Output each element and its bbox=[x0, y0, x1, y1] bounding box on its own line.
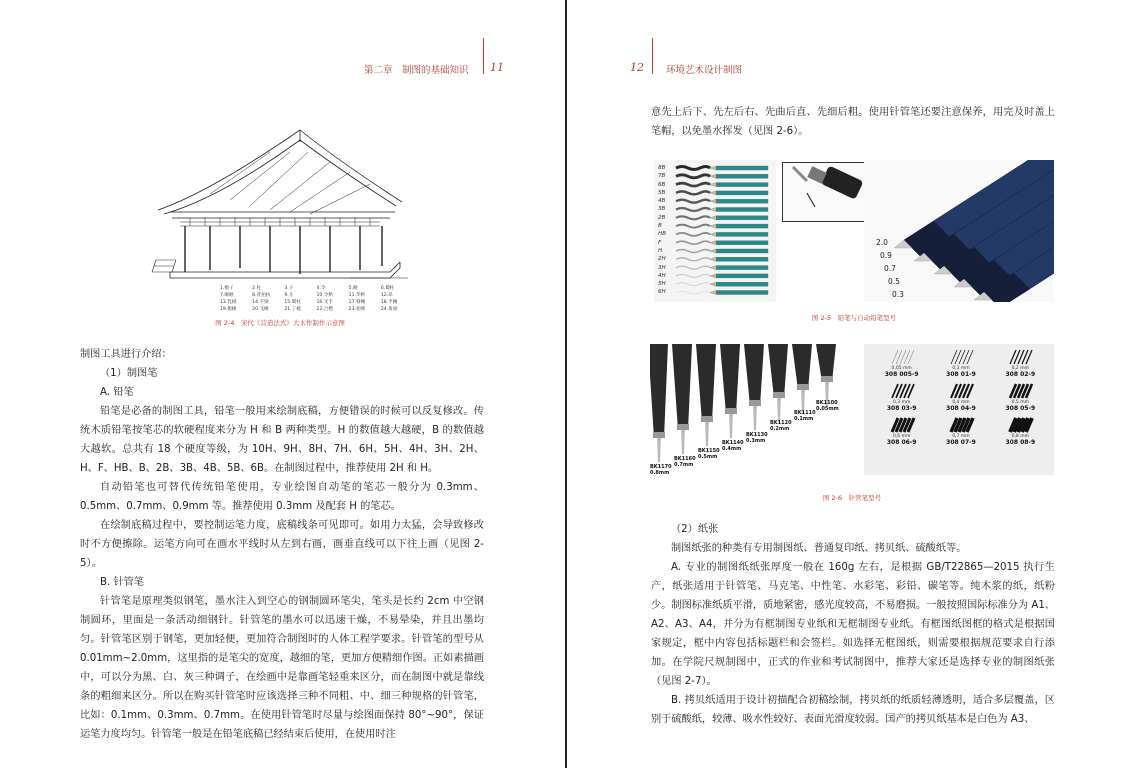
swatch-code: 308 01-9 bbox=[946, 371, 976, 378]
lead-size-label: 0.3 bbox=[892, 290, 904, 299]
legend-item: 5.额 bbox=[348, 286, 358, 291]
pen-size: 0.3mm bbox=[746, 438, 766, 444]
technical-pen-ring bbox=[701, 416, 713, 422]
pencil-grade-label: HB bbox=[658, 231, 667, 238]
line-swatch bbox=[931, 382, 990, 412]
pencil-tip bbox=[710, 199, 716, 203]
legend-item: 13.乳栿 bbox=[220, 300, 237, 305]
pen-size: 0.8mm bbox=[650, 470, 670, 476]
swatch-code: 308 08-9 bbox=[1005, 439, 1036, 446]
legend-item: 16.叉手 bbox=[316, 300, 333, 305]
left-body-text bbox=[80, 345, 484, 744]
pencil-grade-label: F bbox=[658, 239, 662, 246]
pen-code: BK1110 bbox=[794, 410, 816, 416]
left-header-rule bbox=[483, 38, 484, 74]
pencil-body bbox=[710, 191, 768, 195]
swatch-code: 308 05-9 bbox=[1005, 405, 1036, 412]
figure-2-4-legend bbox=[220, 286, 410, 313]
pencil-stroke-sample bbox=[676, 216, 710, 219]
lead-size-label: 0.7 bbox=[884, 264, 896, 273]
right-body-text bbox=[651, 520, 1055, 729]
technical-pen-nib bbox=[705, 422, 709, 446]
pencil-grade-label: 6H bbox=[658, 289, 666, 296]
pencil-tip bbox=[710, 224, 716, 228]
swatch-size: 0,6 mm bbox=[892, 434, 911, 439]
pencil-grade-label: B bbox=[658, 223, 662, 230]
page-gutter bbox=[565, 0, 567, 768]
technical-pen-nib bbox=[681, 430, 685, 454]
lead-size-labels bbox=[876, 236, 904, 301]
pencil-grade-label: 4H bbox=[658, 272, 666, 279]
pen-code: BK1130 bbox=[746, 432, 768, 438]
technical-pen-label bbox=[794, 410, 816, 422]
pencil-stroke-sample bbox=[676, 266, 710, 269]
legend-item: 10.令栱 bbox=[316, 293, 333, 298]
pen-size: 0.05mm bbox=[816, 406, 839, 412]
subsection-heading: B. 针管笔 bbox=[100, 577, 145, 588]
swatch-size: 0,1 mm bbox=[952, 366, 970, 371]
legend-item: 19.檐椽 bbox=[220, 307, 237, 312]
technical-pen-body bbox=[768, 344, 788, 398]
swatch-scribble bbox=[1000, 382, 1040, 400]
figure-2-4-wooden-hall bbox=[150, 122, 410, 304]
left-page-number: 11 bbox=[490, 61, 504, 74]
pencil-grade-label: 2H bbox=[658, 256, 666, 263]
line-swatch bbox=[872, 416, 931, 446]
swatch-code: 308 06-9 bbox=[886, 439, 917, 446]
technical-pen-body bbox=[672, 344, 692, 430]
pen-code: BK1140 bbox=[722, 440, 744, 446]
pencil-tip bbox=[710, 208, 716, 212]
right-header-rule bbox=[652, 38, 653, 74]
legend-item: 11.华栱 bbox=[348, 293, 366, 298]
pencil-tip bbox=[710, 274, 716, 278]
swatch-size: 0,05 mm bbox=[891, 366, 912, 371]
technical-pen-ring bbox=[797, 384, 809, 390]
line-swatch bbox=[991, 416, 1050, 446]
technical-pen-ring bbox=[821, 376, 833, 382]
technical-pen-label bbox=[816, 400, 839, 412]
pencil-grade-label: 2B bbox=[658, 214, 666, 221]
pencil-grade-label: H bbox=[658, 247, 663, 254]
pen-code: BK1120 bbox=[770, 420, 792, 426]
section-heading: （1）制图笔 bbox=[100, 368, 158, 379]
pencil-body bbox=[710, 282, 768, 286]
lead-size-label: 2.0 bbox=[876, 238, 888, 247]
legend-item: 22.合楷 bbox=[316, 307, 333, 312]
pencil-body bbox=[710, 224, 768, 228]
pencil-body bbox=[710, 274, 768, 278]
technical-pen-label bbox=[722, 440, 744, 452]
pencil-tip bbox=[710, 166, 716, 170]
technical-pen-label bbox=[770, 420, 792, 432]
legend-item: 20.飞椽 bbox=[252, 307, 269, 312]
figure-2-5-caption: 图 2-5 铅笔与自动铅笔型号 bbox=[811, 314, 897, 322]
legend-item: 24.角梁 bbox=[380, 307, 398, 312]
swatch-code: 308 02-9 bbox=[1005, 371, 1036, 378]
pencil-tip bbox=[710, 257, 716, 261]
pencil-grade-label: 5B bbox=[658, 189, 666, 196]
pencil-grade-panel bbox=[654, 160, 776, 302]
legend-item: 15.蜀柱 bbox=[284, 300, 301, 305]
legend-item: 2.柱 bbox=[252, 286, 262, 291]
paragraph: A. 专业的制图纸纸张厚度一般在 160g 左右，是根据 GB/T22865—2015 执行生产，纸张适用于针管笔、马克笔、中性笔、水彩笔、彩铅、碳笔等。纯木浆的纸，纸粉少。制图标准纸质平滑，质地紧密，感光度较高，不易磨损。一般按照国际标准分为 A1、A2、A3、A4，并分为有框制图专业纸和无框制图专业纸。有框图纸图框的格式是根据国家规定，框中内容包括标题栏和会签栏。如选择无框图纸，则需要根据规范要求自行添加。在学院尺规制图中，正式的作业和考试制图中，推荐大家还是选择专业的制图纸张（见图 2-7）。 bbox=[651, 562, 1055, 687]
technical-pen-ring bbox=[749, 400, 761, 406]
pencil-stroke-sample bbox=[676, 241, 710, 244]
pencil-tip bbox=[710, 216, 716, 220]
swatch-code: 308 04-9 bbox=[946, 405, 976, 412]
paragraph: 制图工具进行介绍： bbox=[80, 349, 172, 360]
pencil-stroke-sample bbox=[676, 183, 710, 186]
pencil-body bbox=[710, 199, 768, 203]
paragraph: B. 拷贝纸适用于设计初描配合初稿绘制，拷贝纸的纸质轻薄透明，适合多层覆盖，区别于硫酸纸，较薄、吸水性较好、表面光滑度较弱。国产的拷贝纸基本是白色为 A3、 bbox=[651, 695, 1055, 725]
pencil-tip bbox=[710, 183, 716, 187]
swatch-code: 308 005-9 bbox=[884, 371, 919, 378]
pencil-body bbox=[710, 241, 768, 245]
pencil-body bbox=[710, 291, 768, 295]
pencil-body bbox=[710, 249, 768, 253]
pencil-grade-label: 4B bbox=[658, 198, 666, 205]
technical-pen-nib bbox=[657, 438, 661, 462]
technical-pen-label bbox=[746, 432, 768, 444]
line-swatch bbox=[872, 348, 931, 378]
technical-pen-ring bbox=[677, 424, 689, 430]
pencil-body bbox=[710, 166, 768, 170]
lead-size-label: 0.5 bbox=[888, 277, 900, 286]
technical-pen-body bbox=[650, 344, 668, 438]
technical-pen-label bbox=[650, 464, 672, 476]
technical-pen-body bbox=[744, 344, 764, 406]
pencil-tip bbox=[710, 266, 716, 270]
technical-pen-nib bbox=[729, 414, 733, 438]
swatch-scribble bbox=[941, 348, 981, 366]
legend-item: 12.昂 bbox=[380, 293, 393, 298]
figure-2-6-caption: 图 2-6 针管笔型号 bbox=[822, 494, 882, 502]
legend-item: 9.斗 bbox=[284, 293, 294, 298]
legend-item: 21.丁栿 bbox=[284, 307, 301, 312]
swatch-scribble bbox=[1000, 416, 1040, 434]
technical-pen-body bbox=[792, 344, 812, 390]
pencil-grade-label: 3B bbox=[658, 206, 666, 213]
technical-pen-ring bbox=[773, 392, 785, 398]
pencil-tip bbox=[710, 232, 716, 236]
legend-item: 6.蜀柱 bbox=[380, 286, 395, 291]
timber-frame-drawing bbox=[150, 122, 410, 304]
swatch-scribble bbox=[882, 348, 922, 366]
legend-item: 4.令 bbox=[316, 286, 326, 291]
swatch-size: 0,2 mm bbox=[1011, 366, 1029, 371]
lead-tip-closeup bbox=[782, 162, 876, 222]
figure-2-4-caption: 图 2-4 宋代《营造法式》大木作制作示意图 bbox=[215, 319, 345, 327]
pencil-body bbox=[710, 183, 768, 187]
paragraph: 在绘制底稿过程中，要控制运笔力度，底稿线条可见即可。如用力太猛，会导致修改时不方便擦除。运笔方向可在画水平线时从左到右画，画垂直线可以下往上画（见图 2-5）。 bbox=[80, 520, 484, 569]
paragraph: 制图纸张的种类有专用制图纸、普通复印纸、拷贝纸、硫酸纸等。 bbox=[671, 543, 967, 554]
pencil-tip bbox=[710, 174, 716, 178]
line-swatch bbox=[991, 348, 1050, 378]
left-header-chapter: 第二章 制图的基础知识 bbox=[364, 65, 469, 76]
pencil-body bbox=[710, 174, 768, 178]
pencil-stroke-sample bbox=[676, 167, 710, 170]
swatch-size: 0,7 mm bbox=[952, 434, 970, 439]
technical-pen-ring bbox=[653, 432, 665, 438]
mechanical-pencils-panel bbox=[864, 160, 1054, 302]
pen-size: 0.4mm bbox=[722, 446, 742, 452]
line-swatch bbox=[931, 416, 990, 446]
legend-item: 8.普拍枋 bbox=[252, 293, 271, 298]
right-page-number: 12 bbox=[630, 61, 644, 74]
technical-pen-label bbox=[698, 448, 720, 460]
technical-pen-nib bbox=[753, 406, 757, 430]
pen-size: 0.5mm bbox=[698, 454, 718, 460]
right-header-title: 环境艺术设计制图 bbox=[666, 65, 743, 76]
pen-code: BK1100 bbox=[816, 400, 838, 406]
legend-item: 18.平槫 bbox=[380, 300, 398, 305]
section-heading: （2）纸张 bbox=[671, 524, 719, 535]
pencil-stroke-sample bbox=[676, 208, 710, 211]
pencil-tip bbox=[710, 282, 716, 286]
pencil-stroke-sample bbox=[676, 233, 710, 236]
lead-tip-drawing bbox=[783, 163, 875, 221]
right-top-text bbox=[651, 103, 1055, 141]
swatch-size: 0,8 mm bbox=[1011, 434, 1029, 439]
pencil-stroke-sample bbox=[676, 283, 710, 286]
paragraph: 意先上后下、先左后右、先曲后直、先细后粗。使用针管笔还要注意保养，用完及时盖上笔帽，以免墨水挥发（见图 2-6）。 bbox=[651, 107, 1055, 137]
legend-item: 3.子 bbox=[284, 286, 294, 291]
swatch-size: 0,5 mm bbox=[1011, 400, 1029, 405]
swatch-scribble bbox=[941, 416, 981, 434]
swatch-code: 308 07-9 bbox=[946, 439, 976, 446]
pencil-grade-label: 7B bbox=[658, 173, 666, 180]
pencil-stroke-sample bbox=[676, 291, 710, 294]
swatch-grid bbox=[872, 348, 1050, 446]
line-swatch-panel bbox=[864, 344, 1054, 475]
line-swatch bbox=[872, 382, 931, 412]
swatch-code: 308 03-9 bbox=[886, 405, 917, 412]
swatch-size: 0,3 mm bbox=[892, 400, 911, 405]
paragraph: 针管笔是原理类似钢笔，墨水注入到空心的钢制圆环笔尖，笔头是长约 2cm 中空钢制圆环，里面是一条活动细钢针。针管笔的墨水可以迅速干燥，不易晕染，并且出墨均匀。针管笔区别于钢笔，更加轻便，更加符合制图时的人体工程学要求。针管笔的型号从 0.01mm~2.0mm，这里指的是笔尖的宽度，越细的笔，更加方便精细作图。正如素描画中，可以分为黑、白、灰三种调子，在绘画中是靠画笔轻重来区分，而在制图中就是靠线条的粗细来区分。所以在购买针管笔时应该选择三种不同粗、中、细三种规格的针管笔，比如：0.1mm、0.3mm、0.7mm。在使用针管笔时尽量与绘图面保持 80°~90°，保证运笔力度均匀。针管笔一般是在铅笔底稿已经结束后使用，在使用时注 bbox=[80, 596, 484, 740]
technical-pen-body bbox=[696, 344, 716, 422]
pencil-stroke-sample bbox=[676, 191, 710, 194]
technical-pen-body bbox=[720, 344, 740, 414]
pencil-grade-label: 8B bbox=[658, 165, 666, 171]
pencil-body bbox=[710, 266, 768, 270]
legend-item: 14.平梁 bbox=[252, 300, 269, 305]
swatch-scribble bbox=[882, 416, 922, 434]
figure-2-6-technical-pens bbox=[650, 344, 860, 480]
swatch-scribble bbox=[882, 382, 922, 400]
legend-item: 1.檐子 bbox=[220, 286, 234, 291]
paragraph: 自动铅笔也可替代传统铅笔使用，专业绘图自动笔的笔芯一般分为 0.3mm、0.5mm、0.7mm、0.9mm 等。推荐使用 0.3mm 及配套 H 的笔芯。 bbox=[80, 482, 484, 512]
pencil-body bbox=[710, 216, 768, 220]
pencil-grade-label: 5H bbox=[658, 281, 666, 288]
pencil-stroke-sample bbox=[676, 274, 710, 277]
pencil-tip bbox=[710, 191, 716, 195]
technical-pen-nib bbox=[777, 398, 781, 422]
pencil-grade-label: 6B bbox=[658, 181, 666, 188]
figure-2-5-pencils bbox=[654, 160, 1054, 302]
technical-pen-ring bbox=[725, 408, 737, 414]
pencil-stroke-sample bbox=[676, 225, 710, 228]
swatch-scribble bbox=[1000, 348, 1040, 366]
line-swatch bbox=[931, 348, 990, 378]
pencil-grade-label: 3H bbox=[658, 264, 666, 271]
pen-size: 0.2mm bbox=[770, 426, 790, 432]
pen-size: 0.1mm bbox=[794, 416, 814, 422]
technical-pen-label bbox=[674, 456, 696, 468]
pencil-stroke-sample bbox=[676, 175, 710, 178]
pencil-stroke-sample bbox=[676, 250, 710, 253]
pencil-body bbox=[710, 208, 768, 212]
pencil-stroke-sample bbox=[676, 200, 710, 203]
legend-item: 23.驼峰 bbox=[348, 307, 366, 312]
pen-size: 0.7mm bbox=[674, 462, 694, 468]
pen-code: BK1170 bbox=[650, 464, 672, 470]
lead-size-label: 0.9 bbox=[880, 251, 892, 260]
subsection-heading: A. 铅笔 bbox=[100, 387, 134, 398]
pencil-tip bbox=[710, 241, 716, 245]
swatch-size: 0,4 mm bbox=[952, 400, 970, 405]
pencil-body bbox=[710, 232, 768, 236]
pencil-body bbox=[710, 257, 768, 261]
pencil-tip bbox=[710, 249, 716, 253]
pen-code: BK1160 bbox=[674, 456, 696, 462]
legend-item: 17.脊槫 bbox=[348, 300, 366, 305]
pencil-strokes bbox=[654, 160, 776, 302]
swatch-scribble bbox=[941, 382, 981, 400]
pen-code: BK1150 bbox=[698, 448, 720, 454]
pencil-stroke-sample bbox=[676, 258, 710, 261]
paragraph: 铅笔是必备的制图工具，铅笔一般用来绘制底稿，方便错误的时候可以反复修改。传统木质铅笔按笔芯的软硬程度来分为 H 和 B 两种类型。H 的数值越大越硬，B 的数值越大越软。总共有 18 个硬度等级，为 10H、9H、8H、7H、6H、5H、4H、3H、2H、H、F、HB、B、2B、3B、4B、5B、6B。在制图过程中，推荐使用 2H 和 H。 bbox=[80, 406, 484, 474]
legend-item: 7.阑额 bbox=[220, 293, 234, 298]
line-swatch bbox=[991, 382, 1050, 412]
pencil-tip bbox=[710, 291, 716, 295]
